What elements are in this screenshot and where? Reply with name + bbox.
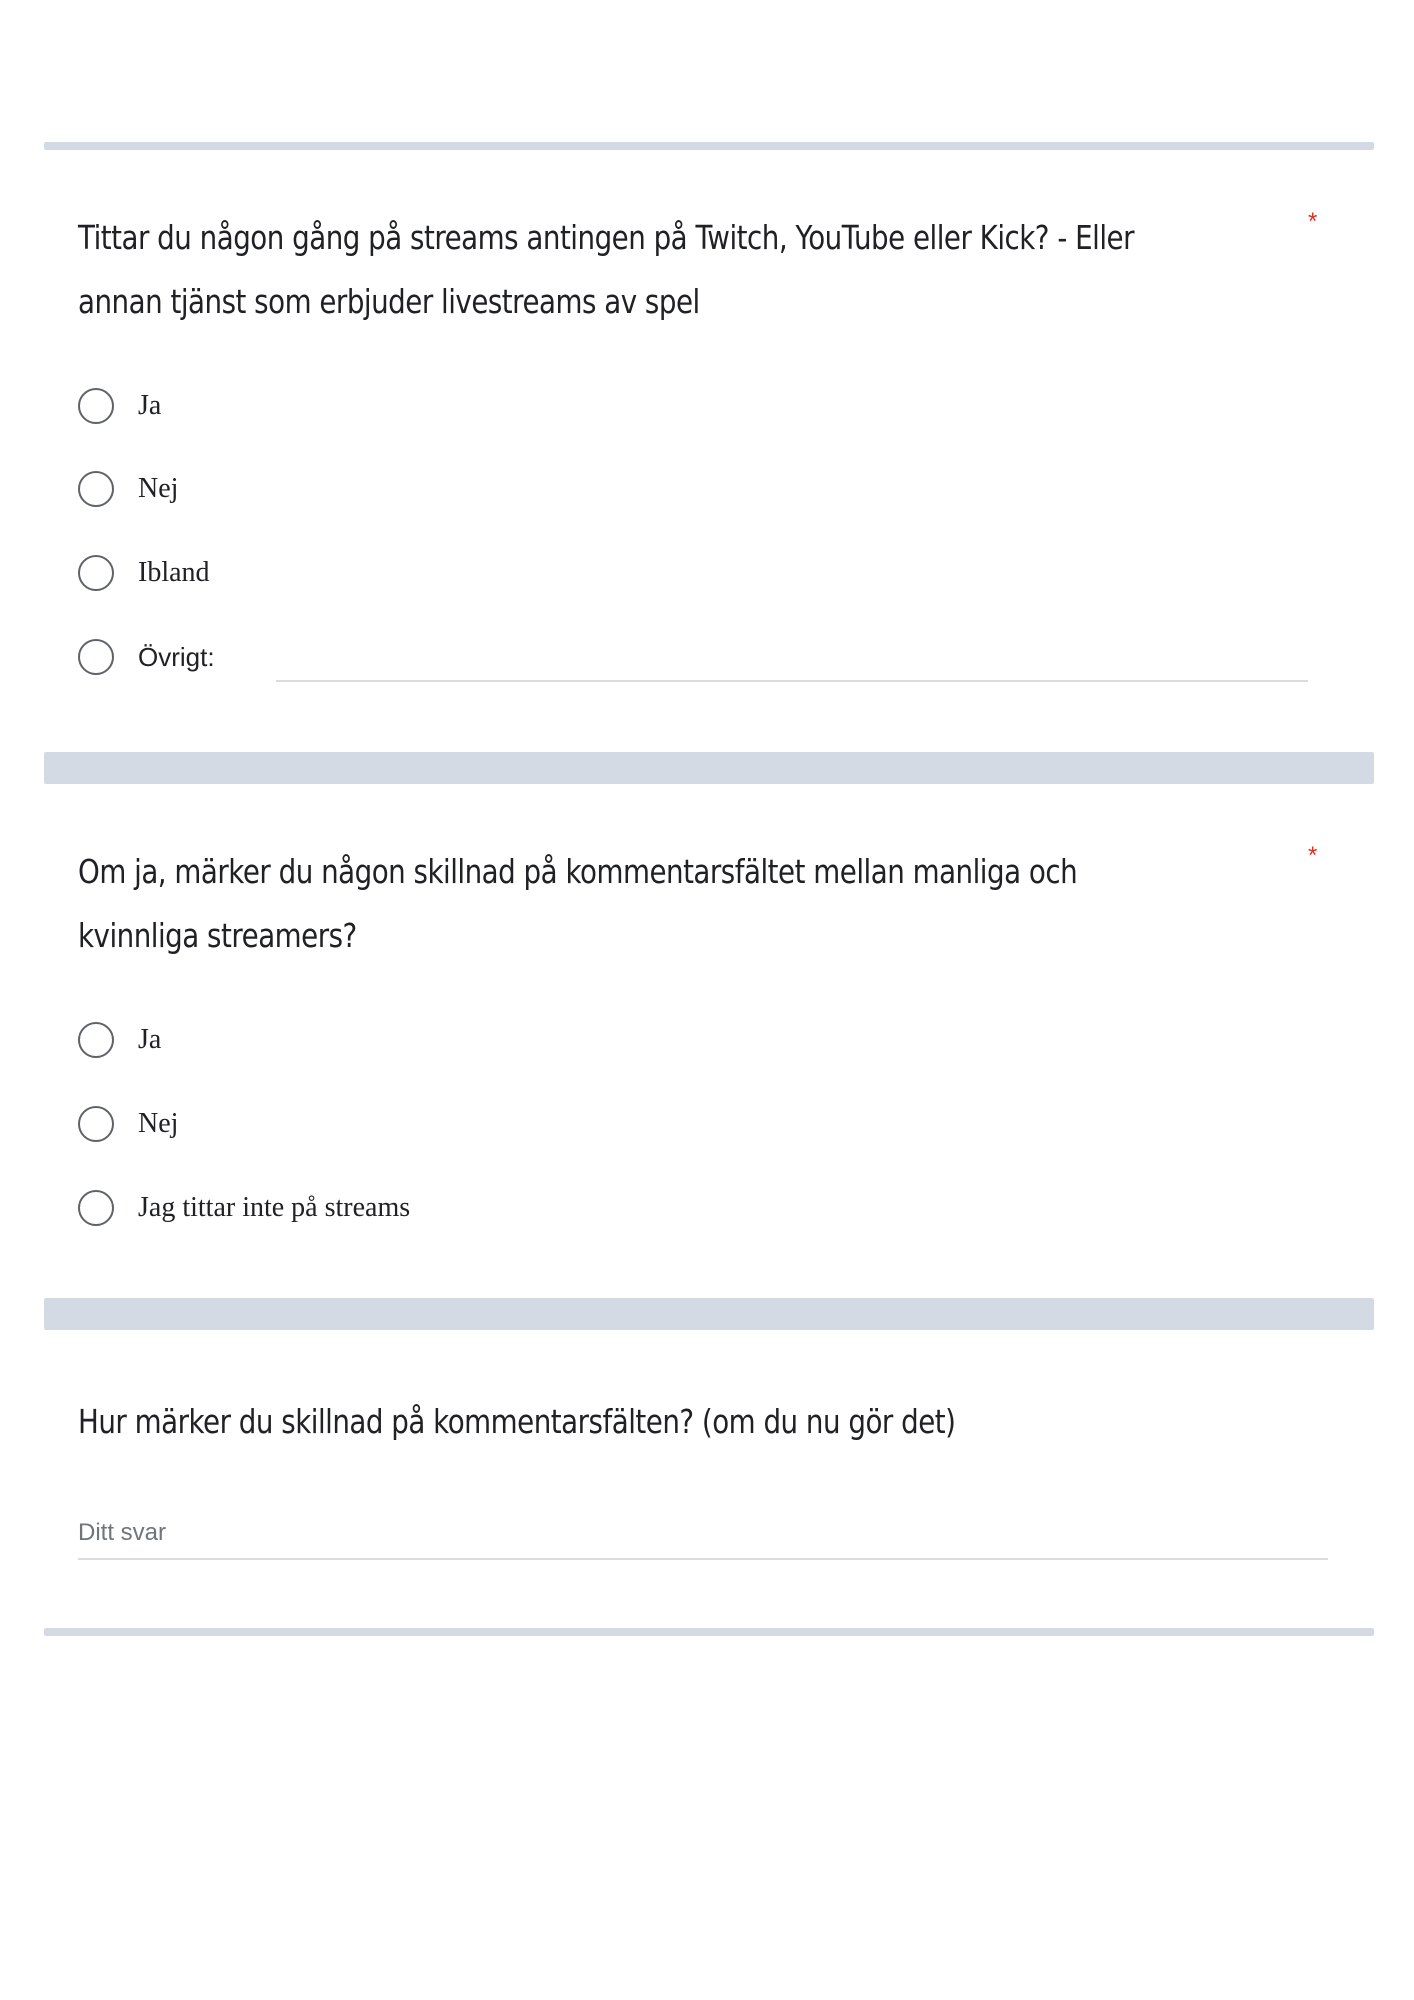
radio-button[interactable] xyxy=(78,388,114,424)
option-label: Nej xyxy=(138,1108,179,1139)
option-label: Nej xyxy=(138,473,179,504)
option-label: Ja xyxy=(138,1024,162,1055)
question-title xyxy=(78,840,1296,968)
section-separator xyxy=(44,752,1374,784)
question-title xyxy=(78,206,1296,334)
radio-option-ibland[interactable] xyxy=(78,551,210,595)
option-label: Ibland xyxy=(138,557,210,588)
radio-button[interactable] xyxy=(78,1190,114,1226)
required-asterisk: * xyxy=(1308,842,1318,869)
radio-button[interactable] xyxy=(78,639,114,675)
radio-option-ja[interactable] xyxy=(78,384,161,428)
required-asterisk: * xyxy=(1308,208,1318,235)
section-separator xyxy=(44,1628,1374,1636)
radio-button[interactable] xyxy=(78,1106,114,1142)
answer-text-input[interactable] xyxy=(78,1508,1328,1560)
option-label: Övrigt: xyxy=(138,641,215,672)
radio-button[interactable] xyxy=(78,471,114,507)
radio-option-jag-tittar-inte[interactable] xyxy=(78,1186,410,1230)
question-title-line: kvinnliga streamers? xyxy=(78,916,357,955)
question-title: Hur märker du skillnad på kommentarsfälten? (om du nu gör det) xyxy=(78,1402,956,1441)
radio-button[interactable] xyxy=(78,1022,114,1058)
radio-option-ja[interactable] xyxy=(78,1018,161,1062)
section-separator xyxy=(44,142,1374,150)
section-separator xyxy=(44,1298,1374,1330)
other-text-input[interactable] xyxy=(276,680,1308,682)
radio-option-nej[interactable] xyxy=(78,1102,178,1146)
radio-button[interactable] xyxy=(78,555,114,591)
option-label: Ja xyxy=(138,390,162,421)
question-title-line: annan tjänst som erbjuder livestreams av spel xyxy=(78,282,700,321)
radio-option-ovrigt[interactable] xyxy=(78,635,215,679)
radio-option-nej[interactable] xyxy=(78,467,178,511)
question-title-line: Om ja, märker du någon skillnad på kommentarsfältet mellan manliga och xyxy=(78,852,1078,891)
question-title-line: Tittar du någon gång på streams antingen på Twitch, YouTube eller Kick? - Eller xyxy=(78,218,1134,257)
option-label: Jag tittar inte på streams xyxy=(138,1192,411,1223)
